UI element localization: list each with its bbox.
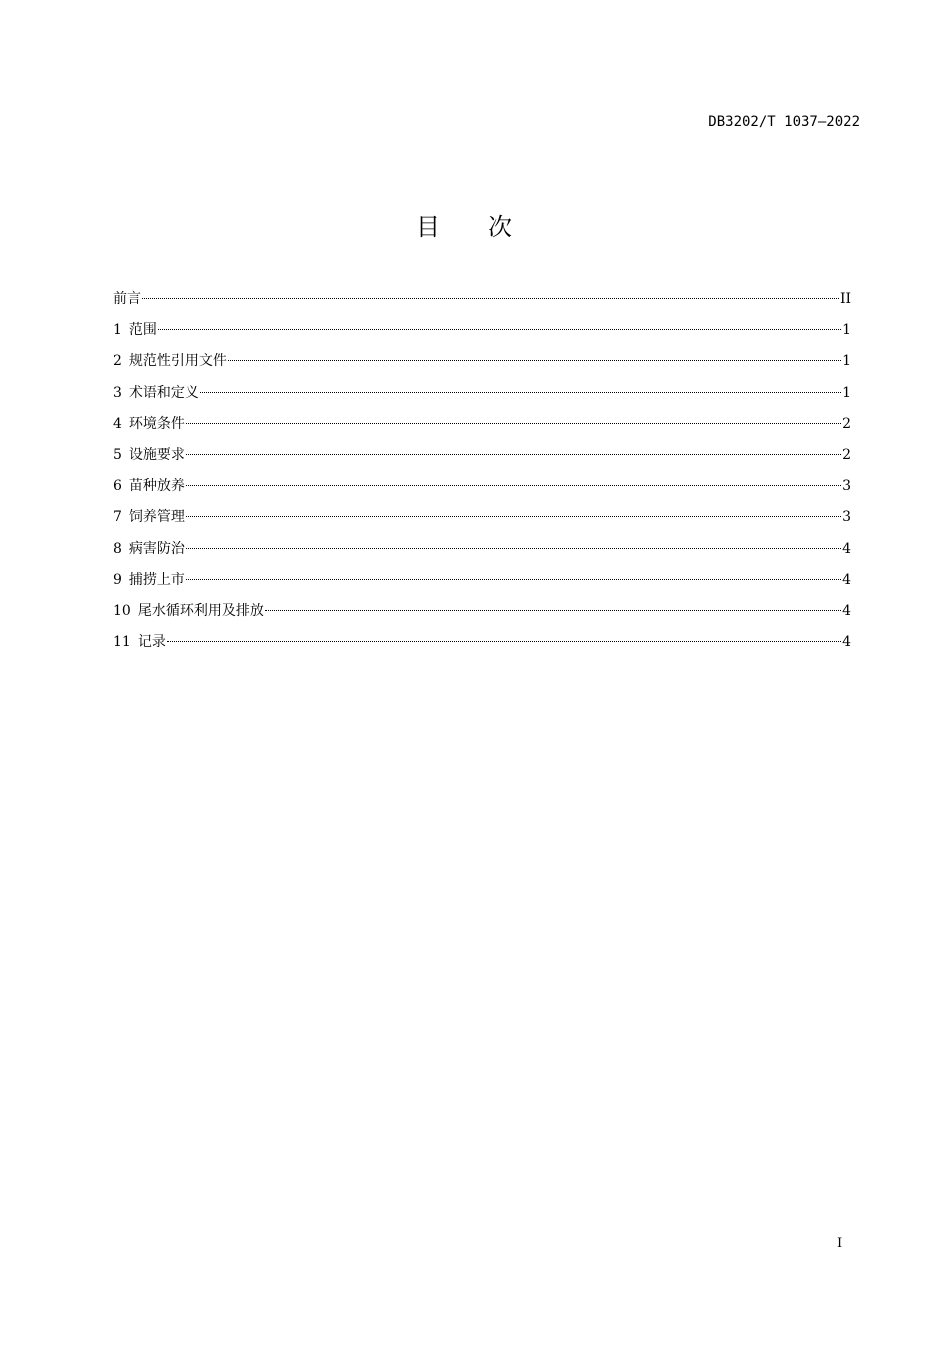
toc-entry-label [113, 378, 199, 409]
toc-title: 目次 [416, 213, 560, 241]
toc-entry-label [113, 471, 185, 502]
toc-entry[interactable] [113, 440, 851, 471]
toc-entry-title: 病害防治 [128, 540, 185, 557]
toc-entry-page: 3 [842, 478, 851, 495]
toc-entry-label [113, 534, 185, 565]
toc-entry-title: 饲养管理 [128, 509, 185, 526]
toc-entry-number: 9 [113, 571, 122, 588]
toc-entry-title: 规范性引用文件 [128, 353, 227, 370]
toc-entry-label [113, 440, 185, 471]
toc-entry-page: 4 [842, 634, 851, 651]
toc-entry-label [113, 284, 141, 315]
toc-list [113, 284, 851, 658]
toc-dot-leader [158, 329, 841, 330]
toc-entry-title: 记录 [137, 634, 166, 651]
toc-entry[interactable] [113, 346, 851, 377]
toc-entry-title: 前言 [113, 291, 141, 307]
toc-entry-page: 4 [842, 571, 851, 588]
toc-dot-leader [228, 360, 841, 361]
toc-entry-title: 范围 [128, 322, 157, 339]
toc-entry[interactable] [113, 284, 851, 315]
toc-entry-number: 11 [113, 634, 131, 651]
toc-entry-page: 4 [842, 540, 851, 557]
toc-dot-leader [142, 298, 839, 299]
toc-entry-page: 3 [842, 509, 851, 526]
toc-entry[interactable] [113, 378, 851, 409]
toc-entry[interactable] [113, 471, 851, 502]
toc-entry-page: 2 [842, 415, 851, 432]
toc-entry-title: 术语和定义 [128, 384, 199, 401]
toc-dot-leader [186, 516, 841, 517]
toc-dot-leader [186, 454, 841, 455]
toc-entry[interactable] [113, 596, 851, 627]
toc-entry-page: 1 [842, 322, 851, 339]
toc-entry-title: 捕捞上市 [128, 571, 185, 588]
toc-entry-number: 3 [113, 384, 122, 401]
toc-entry[interactable] [113, 534, 851, 565]
toc-entry-label [113, 346, 227, 377]
standard-code: DB3202/T 1037—2022 [708, 114, 860, 130]
toc-entry-title: 尾水循环利用及排放 [137, 602, 264, 619]
toc-dot-leader [186, 548, 841, 549]
toc-dot-leader [186, 423, 841, 424]
toc-entry[interactable] [113, 565, 851, 596]
toc-dot-leader [186, 485, 841, 486]
toc-entry-page: 4 [842, 602, 851, 619]
toc-dot-leader [265, 610, 841, 611]
toc-entry-label [113, 315, 157, 346]
toc-entry-label [113, 565, 185, 596]
toc-entry-number: 6 [113, 478, 122, 495]
toc-entry-page: 1 [842, 384, 851, 401]
toc-entry-page: 1 [842, 353, 851, 370]
page-number: I [837, 1236, 843, 1251]
toc-entry[interactable] [113, 627, 851, 658]
toc-entry-title: 苗种放养 [128, 478, 185, 495]
toc-entry-number: 4 [113, 415, 122, 432]
toc-dot-leader [186, 579, 841, 580]
toc-entry-title: 环境条件 [128, 415, 185, 432]
toc-dot-leader [200, 392, 841, 393]
toc-entry-number: 2 [113, 353, 122, 370]
toc-entry-page: II [839, 291, 851, 307]
toc-entry-number: 1 [113, 322, 122, 339]
toc-entry-label [113, 409, 185, 440]
toc-entry-label [113, 502, 185, 533]
toc-entry[interactable] [113, 315, 851, 346]
toc-entry-page: 2 [842, 446, 851, 463]
toc-entry-label [113, 627, 166, 658]
toc-entry-title: 设施要求 [128, 446, 185, 463]
toc-entry[interactable] [113, 409, 851, 440]
toc-dot-leader [167, 641, 841, 642]
toc-entry-number: 8 [113, 540, 122, 557]
toc-entry-number: 5 [113, 446, 122, 463]
toc-entry-number: 10 [113, 602, 131, 619]
toc-entry-number: 7 [113, 509, 122, 526]
toc-entry-label [113, 596, 264, 627]
toc-entry[interactable] [113, 502, 851, 533]
